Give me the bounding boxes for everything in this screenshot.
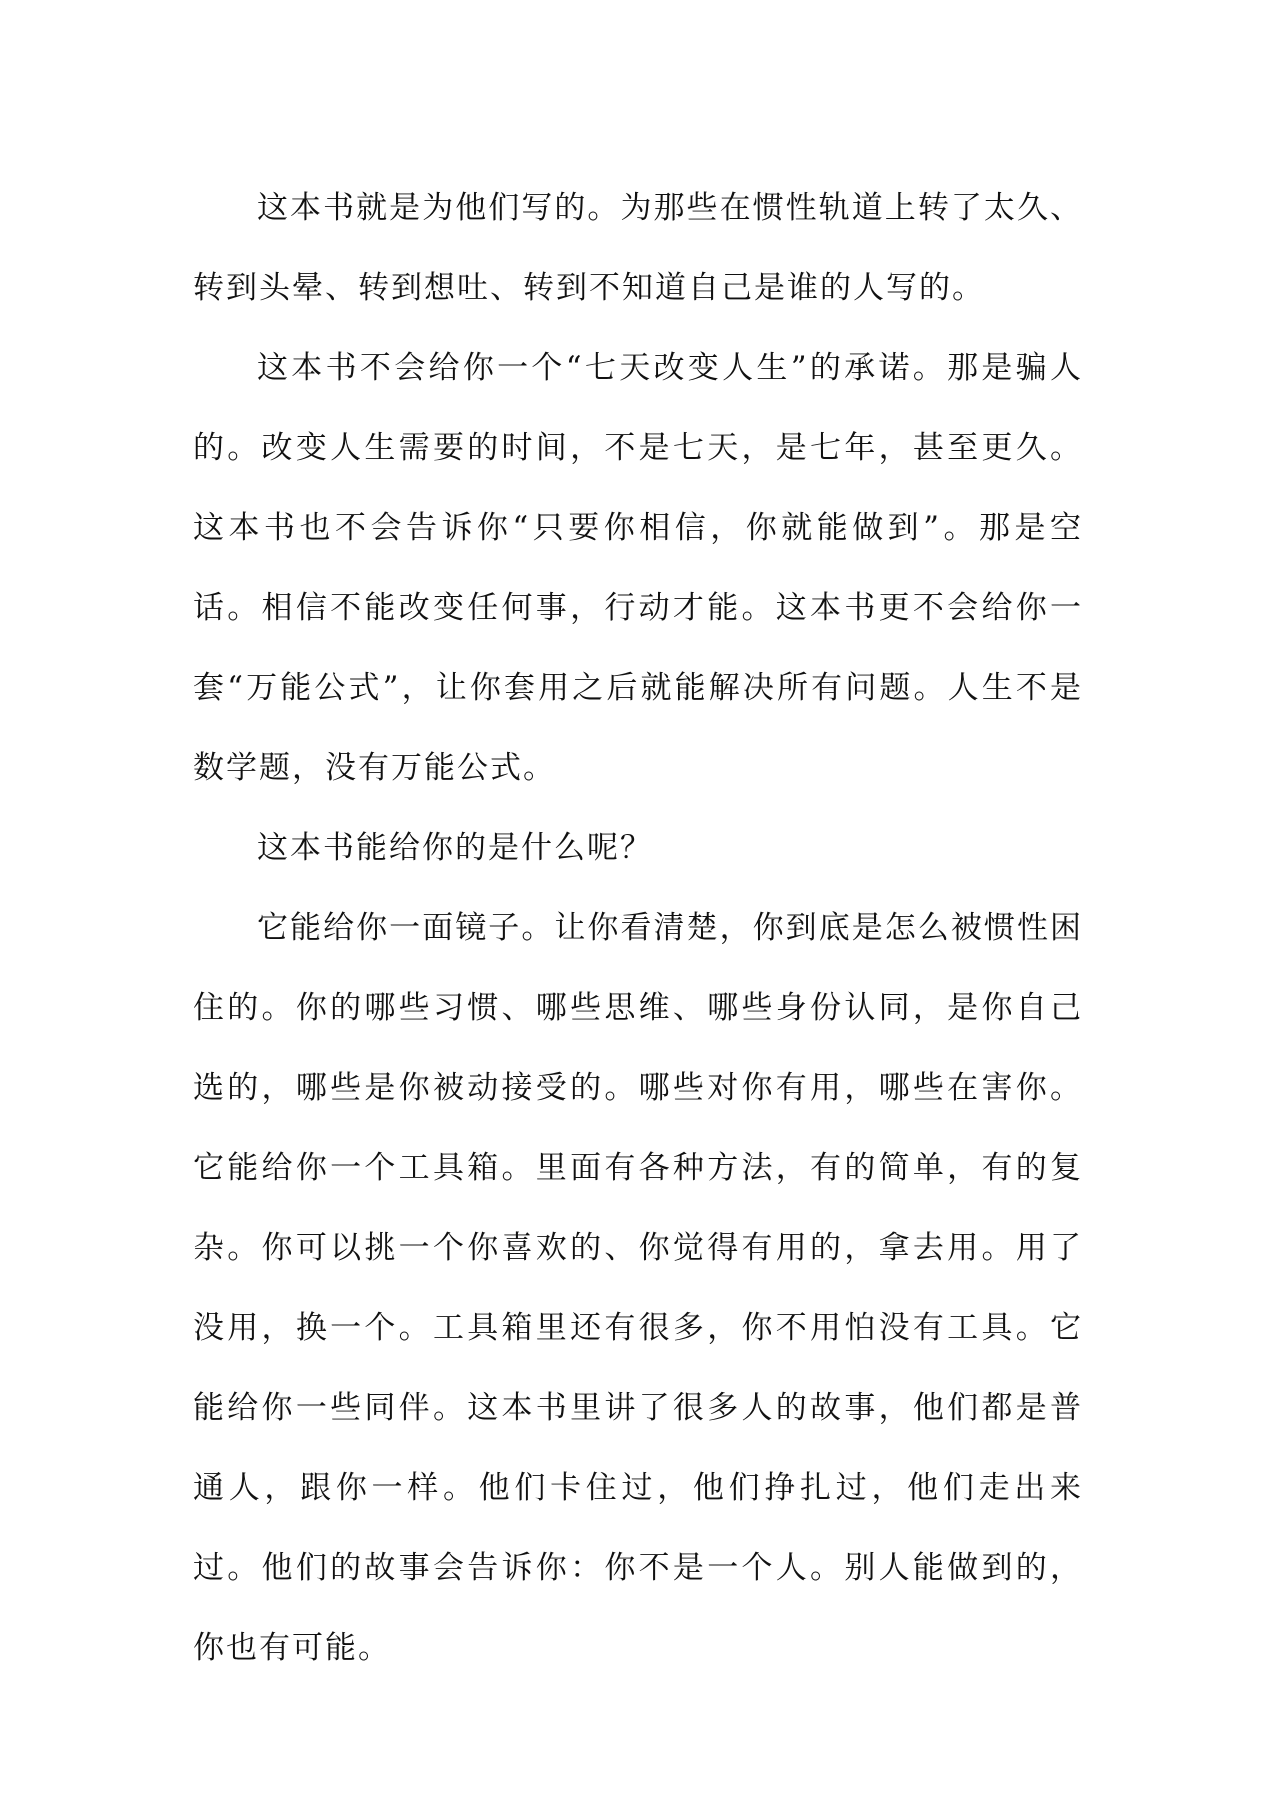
paragraph-4: 它能给你一面镜子。让你看清楚，你到底是怎么被惯性困住的。你的哪些习惯、哪些思维、哪些身份认同，是你自己选的，哪些是你被动接受的。哪些对你有用，哪些在害你。它能给你一个工具箱。里面有各种方法，有的简单，有的复杂。你可以挑一个你喜欢的、你觉得有用的，拿去用。用了没用，换一个。工具箱里还有很多，你不用怕没有工具。它能给你一些同伴。这本书里讲了很多人的故事，他们都是普通人，跟你一样。他们卡住过，他们挣扎过，他们走出来过。他们的故事会告诉你：你不是一个人。别人能做到的，你也有可能。 [193, 910, 1083, 1666]
paragraph-3: 这本书能给你的是什么呢？ [257, 830, 653, 866]
paragraph-2: 这本书不会给你一个“七天改变人生”的承诺。那是骗人的。改变人生需要的时间，不是七天，是七年，甚至更久。这本书也不会告诉你“只要你相信，你就能做到”。那是空话。相信不能改变任何事，行动才能。这本书更不会给你一套“万能公式”，让你套用之后就能解决所有问题。人生不是数学题，没有万能公式。 [193, 350, 1083, 786]
body-text [193, 168, 1083, 1688]
paragraph-1: 这本书就是为他们写的。为那些在惯性轨道上转了太久、转到头晕、转到想吐、转到不知道自己是谁的人写的。 [193, 190, 1083, 306]
